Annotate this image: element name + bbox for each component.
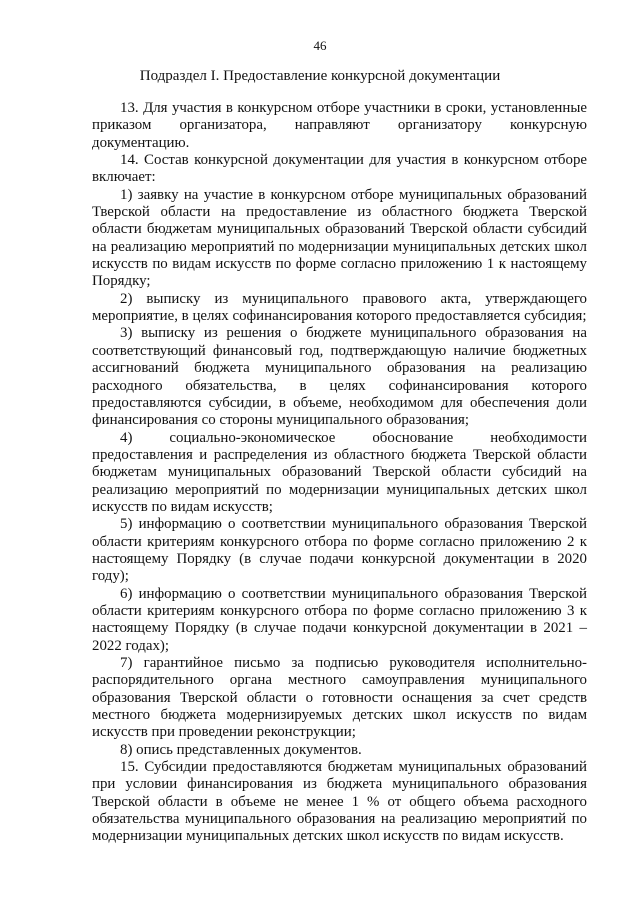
list-item-4: 4) социально-экономическое обоснование необходимости предоставления и распределения из областного бюджета Тверской области бюджетам муниципальных образований Тверской области субсидий на реализацию мероприятий по модернизации муниципальных детских школ искусств по видам искусств; bbox=[92, 429, 587, 515]
paragraph-13: 13. Для участия в конкурсном отборе участники в сроки, установленные приказом организатора, направляют организатору конкурсную документацию. bbox=[92, 100, 587, 151]
list-item-8: 8) опись представленных документов. bbox=[120, 741, 362, 758]
list-item-7: 7) гарантийное письмо за подписью руководителя исполнительно-распорядительного органа местного самоуправления муниципального образования Тверской области о готовности оснащения за счет средств местного бюджета модернизируемых детских школ искусств по видам искусств при проведении реконструкции; bbox=[92, 655, 587, 741]
paragraph-15: 15. Субсидии предоставляются бюджетам муниципальных образований при условии финансирования из бюджета муниципального образования Тверской области в объеме не менее 1 % от общего объема расходного обязательства муниципального образования на реализацию мероприятий по модернизации муниципальных детских школ искусств по видам искусств. bbox=[92, 759, 587, 845]
list-item-1: 1) заявку на участие в конкурсном отборе муниципальных образований Тверской области на предоставление из областного бюджета Тверской области бюджетам муниципальных образований Тверской области субсидий на реализацию мероприятий по модернизации муниципальных детских школ искусств по видам искусств по форме согласно приложению 1 к настоящему Порядку; bbox=[92, 186, 587, 290]
list-item-2: 2) выписку из муниципального правового акта, утверждающего мероприятие, в целях софинансирования которого предоставляется субсидия; bbox=[92, 290, 587, 325]
document-body bbox=[92, 100, 587, 846]
section-subtitle: Подраздел I. Предоставление конкурсной документации bbox=[139, 68, 501, 84]
page-number: 46 bbox=[313, 38, 327, 53]
list-item-3: 3) выписку из решения о бюджете муниципального образования на соответствующий финансовый год, подтверждающую наличие бюджетных ассигнований бюджета муниципального образования на реализацию расходного обязательства, в целях софинансирования которого предоставляются субсидии, в объеме, необходимом для обеспечения доли финансирования со стороны муниципального образования; bbox=[92, 325, 587, 429]
list-item-6: 6) информацию о соответствии муниципального образования Тверской области критериям конкурсного отбора по форме согласно приложению 3 к настоящему Порядку (в случае подачи конкурсной документации в 2021 – 2022 годах); bbox=[92, 585, 587, 654]
list-item-5: 5) информацию о соответствии муниципального образования Тверской области критериям конкурсного отбора по форме согласно приложению 2 к настоящему Порядку (в случае подачи конкурсной документации в 2020 году); bbox=[92, 516, 587, 585]
paragraph-14: 14. Состав конкурсной документации для участия в конкурсном отборе включает: bbox=[92, 152, 587, 186]
